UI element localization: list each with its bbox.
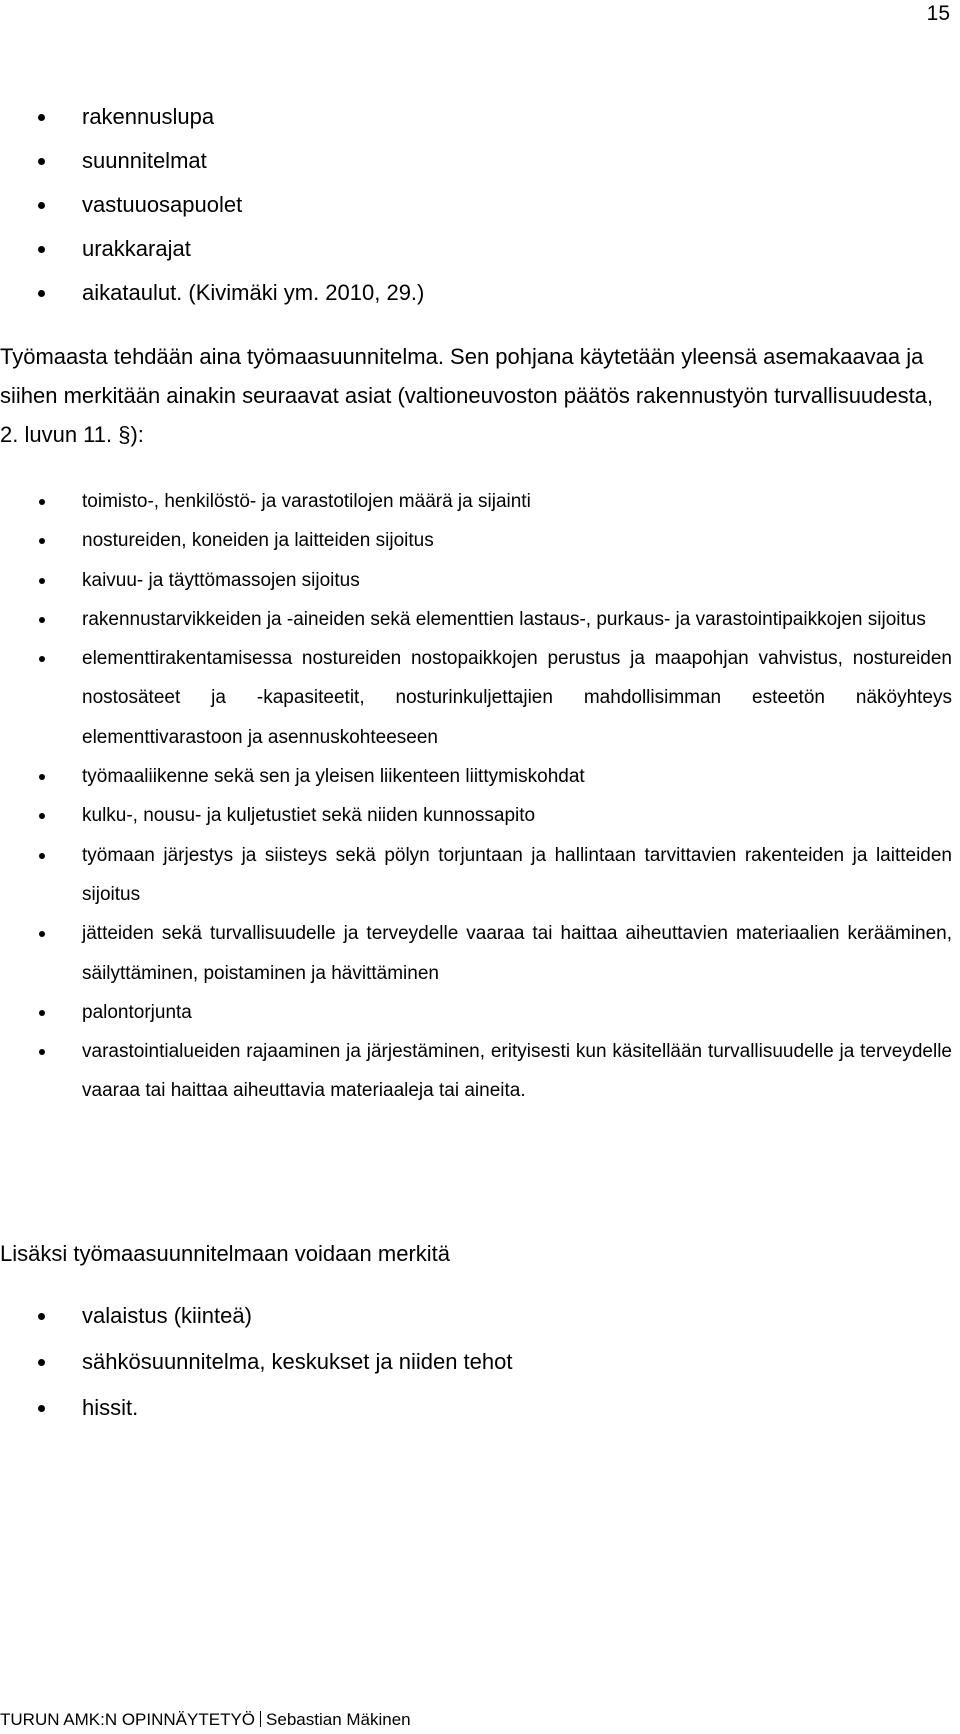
bullet-icon [39,774,45,780]
bullet-icon [39,853,45,859]
list-item [0,600,952,639]
list-item-text: palontorjunta [82,1001,192,1023]
list-item [0,1385,700,1431]
bullet-icon [38,1359,45,1366]
list-item-text: työmaan järjestys ja siisteys sekä pölyn torjuntaan ja hallintaan tarvittavien rakenteiden ja laitteiden sijoitus [82,844,952,905]
additional-items [0,1293,700,1431]
page-number: 15 [926,2,950,25]
list-item-text: kulku-, nousu- ja kuljetustiet sekä niiden kunnossapito [82,805,536,827]
list-item [0,95,600,139]
bullet-icon [38,246,45,253]
list-item [0,521,952,560]
bullet-icon [39,538,45,544]
list-item-text: elementtirakentamisessa nostureiden nostopaikkojen perustus ja maapohjan vahvistus, nostureiden nostosäteet ja -kapasiteetit, nosturinkuljettajien mahdollisimman esteetön näköyhteys elementtivarastoon ja asennuskohteeseen [82,648,952,748]
list-item [0,271,600,315]
list-item-text: vastuuosapuolet [82,192,243,217]
list-item [0,561,952,600]
list-item [0,757,952,796]
list-item [0,227,600,271]
list-item [0,183,600,227]
paragraph-worksite-plan: Työmaasta tehdään aina työmaasuunnitelma. Sen pohjana käytetään yleensä asemakaavaa ja siihen merkitään ainakin seuraavat asiat (valtioneuvoston päätös rakennustyön turvallisuudesta, 2. luvun 11. §): [0,344,934,447]
document-list-items [0,95,600,315]
list-item [0,914,952,993]
bullet-icon [39,931,45,937]
list-item [0,1293,700,1339]
list-item-text: aikataulut. (Kivimäki ym. 2010, 29.) [82,280,425,305]
footer-separator [260,1711,261,1727]
bullet-icon [38,1405,45,1412]
list-item-text: toimisto-, henkilöstö- ja varastotilojen määrä ja sijainti [82,491,531,512]
bullet-icon [38,158,45,165]
bullet-icon [39,578,45,584]
bullet-icon [39,656,45,662]
list-item [0,1339,700,1385]
bullet-icon [39,1049,45,1055]
list-item-text: rakennustarvikkeiden ja -aineiden sekä elementtien lastaus-, purkaus- ja varastointipaikkojen sijoitus [82,608,926,630]
list-item [0,993,952,1032]
list-item [0,796,952,835]
bullet-icon [39,813,45,819]
list-item [0,139,600,183]
bullet-icon [39,1010,45,1016]
bullet-icon [38,1313,45,1320]
paragraph-additional-items: Lisäksi työmaasuunnitelmaan voidaan merkitä [0,1241,451,1266]
list-item-text: suunnitelmat [82,148,207,173]
list-item-text: sähkösuunnitelma, keskukset ja niiden tehot [82,1349,513,1374]
list-item-text: urakkarajat [82,236,191,261]
list-item [0,482,952,521]
list-item-text: nostureiden, koneiden ja laitteiden sijoitus [82,530,434,552]
bullet-icon [38,202,45,209]
list-item-text: varastointialueiden rajaaminen ja järjestäminen, erityisesti kun käsitellään turvallisuudelle ja terveydelle vaaraa tai haittaa aiheuttavia materiaaleja tai aineita. [82,1041,952,1102]
list-item-text: kaivuu- ja täyttömassojen sijoitus [82,569,360,591]
list-item [0,1032,952,1111]
list-item [0,639,952,757]
list-item-text: rakennuslupa [82,104,215,129]
bullet-icon [38,114,45,121]
page-footer [0,1709,411,1731]
list-item [0,836,952,915]
bullet-icon [38,290,45,297]
list-item-text: työmaaliikenne sekä sen ja yleisen liikenteen liittymiskohdat [82,766,585,788]
list-item-text: hissit. [82,1395,139,1420]
bullet-icon [39,617,45,623]
worksite-plan-items [0,482,952,1111]
footer-organization: TURUN AMK:N OPINNÄYTETYÖ [0,1710,256,1729]
list-item-text: jätteiden sekä turvallisuudelle ja terveydelle vaaraa tai haittaa aiheuttavien materiaalien kerääminen, säilyttäminen, poistaminen ja hävittäminen [82,923,952,984]
list-item-text: valaistus (kiinteä) [82,1303,252,1328]
bullet-icon [39,499,45,505]
footer-author: Sebastian Mäkinen [266,1710,411,1729]
